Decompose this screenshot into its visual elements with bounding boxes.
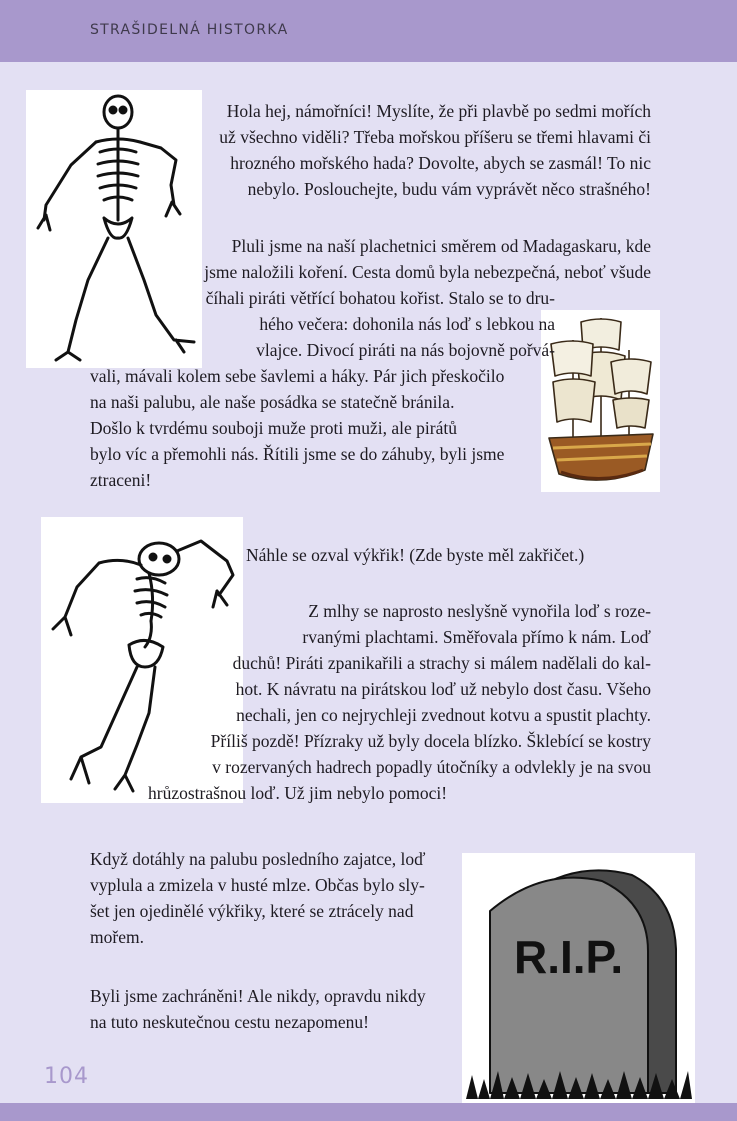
page-number: 104 [44, 1064, 89, 1089]
sailing-ship-illustration [541, 310, 660, 492]
text-line: na tuto neskutečnou cestu nezapomenu! [90, 1012, 369, 1032]
text-line: Hola hej, námořníci! Myslíte, že při plavbě po sedmi mořích [226, 101, 651, 121]
text-line: mořem. [90, 927, 144, 947]
text-line: vali, mávali kolem sebe šavlemi a háky. Pár jich přeskočilo [90, 366, 505, 386]
text-line: na naši palubu, ale naše posádka se statečně bránila. [90, 392, 455, 412]
text-line: už všechno viděli? Třeba mořskou příšeru se třemi hlavami či [219, 127, 651, 147]
text-line: ztraceni! [90, 470, 152, 490]
text-line: vlajce. Divocí piráti na nás bojovně pořvá- [256, 340, 555, 360]
text-line: hrozného mořského hada? Dovolte, abych se zasmál! To nic [230, 153, 651, 173]
text-line: jsme naložili koření. Cesta domů byla nebezpečná, neboť všude [204, 262, 651, 282]
text-line: Byli jsme zachráněni! Ale nikdy, opravdu nikdy [90, 986, 426, 1006]
footer-bar [0, 1103, 737, 1121]
text-line: Když dotáhly na palubu posledního zajatce, loď [90, 849, 426, 869]
text-line: hrůzostrašnou loď. Už jim nebylo pomoci! [148, 783, 448, 803]
text-line: číhali piráti větřící bohatou kořist. Stalo se to dru- [205, 288, 555, 308]
tombstone-text: R.I.P. [514, 931, 624, 983]
text-line: nebylo. Poslouchejte, budu vám vyprávět něco strašného! [247, 179, 651, 199]
tombstone-illustration [462, 853, 695, 1103]
text-line: hot. K návratu na pirátskou loď už nebylo dost času. Všeho [235, 679, 651, 699]
text-line: rvanými plachtami. Směřovala přímo k nám. Loď [302, 627, 651, 647]
text-line: Došlo k tvrdému souboji muže proti muži, ale pirátů [90, 418, 457, 438]
text-line: šet jen ojedinělé výkřiky, které se ztrácely nad [90, 901, 414, 921]
skeleton-dancing-illustration [26, 90, 202, 368]
text-line: vyplula a zmizela v husté mlze. Občas bylo sly- [90, 875, 425, 895]
text-line: Z mlhy se naprosto neslyšně vynořila loď s roze- [308, 601, 651, 621]
text-line: nechali, jen co nejrychleji zvednout kotvu a spustit plachty. [236, 705, 651, 725]
text-line: Náhle se ozval výkřik! (Zde byste měl zakřičet.) [246, 545, 585, 565]
text-line: v rozervaných hadrech popadly útočníky a odvlekly je na svou [212, 757, 651, 777]
text-line: Příliš pozdě! Přízraky už byly docela blízko. Šklebící se kostry [210, 731, 651, 751]
text-line: bylo víc a přemohli nás. Řítili jsme se do záhuby, byli jsme [90, 444, 505, 464]
text-line: hého večera: dohonila nás loď s lebkou na [259, 314, 555, 334]
page-header-title: STRAŠIDELNÁ HISTORKA [90, 22, 289, 38]
text-line: Pluli jsme na naší plachetnici směrem od Madagaskaru, kde [231, 236, 651, 256]
text-line: duchů! Piráti zpanikařili a strachy si málem nadělali do kal- [232, 653, 651, 673]
